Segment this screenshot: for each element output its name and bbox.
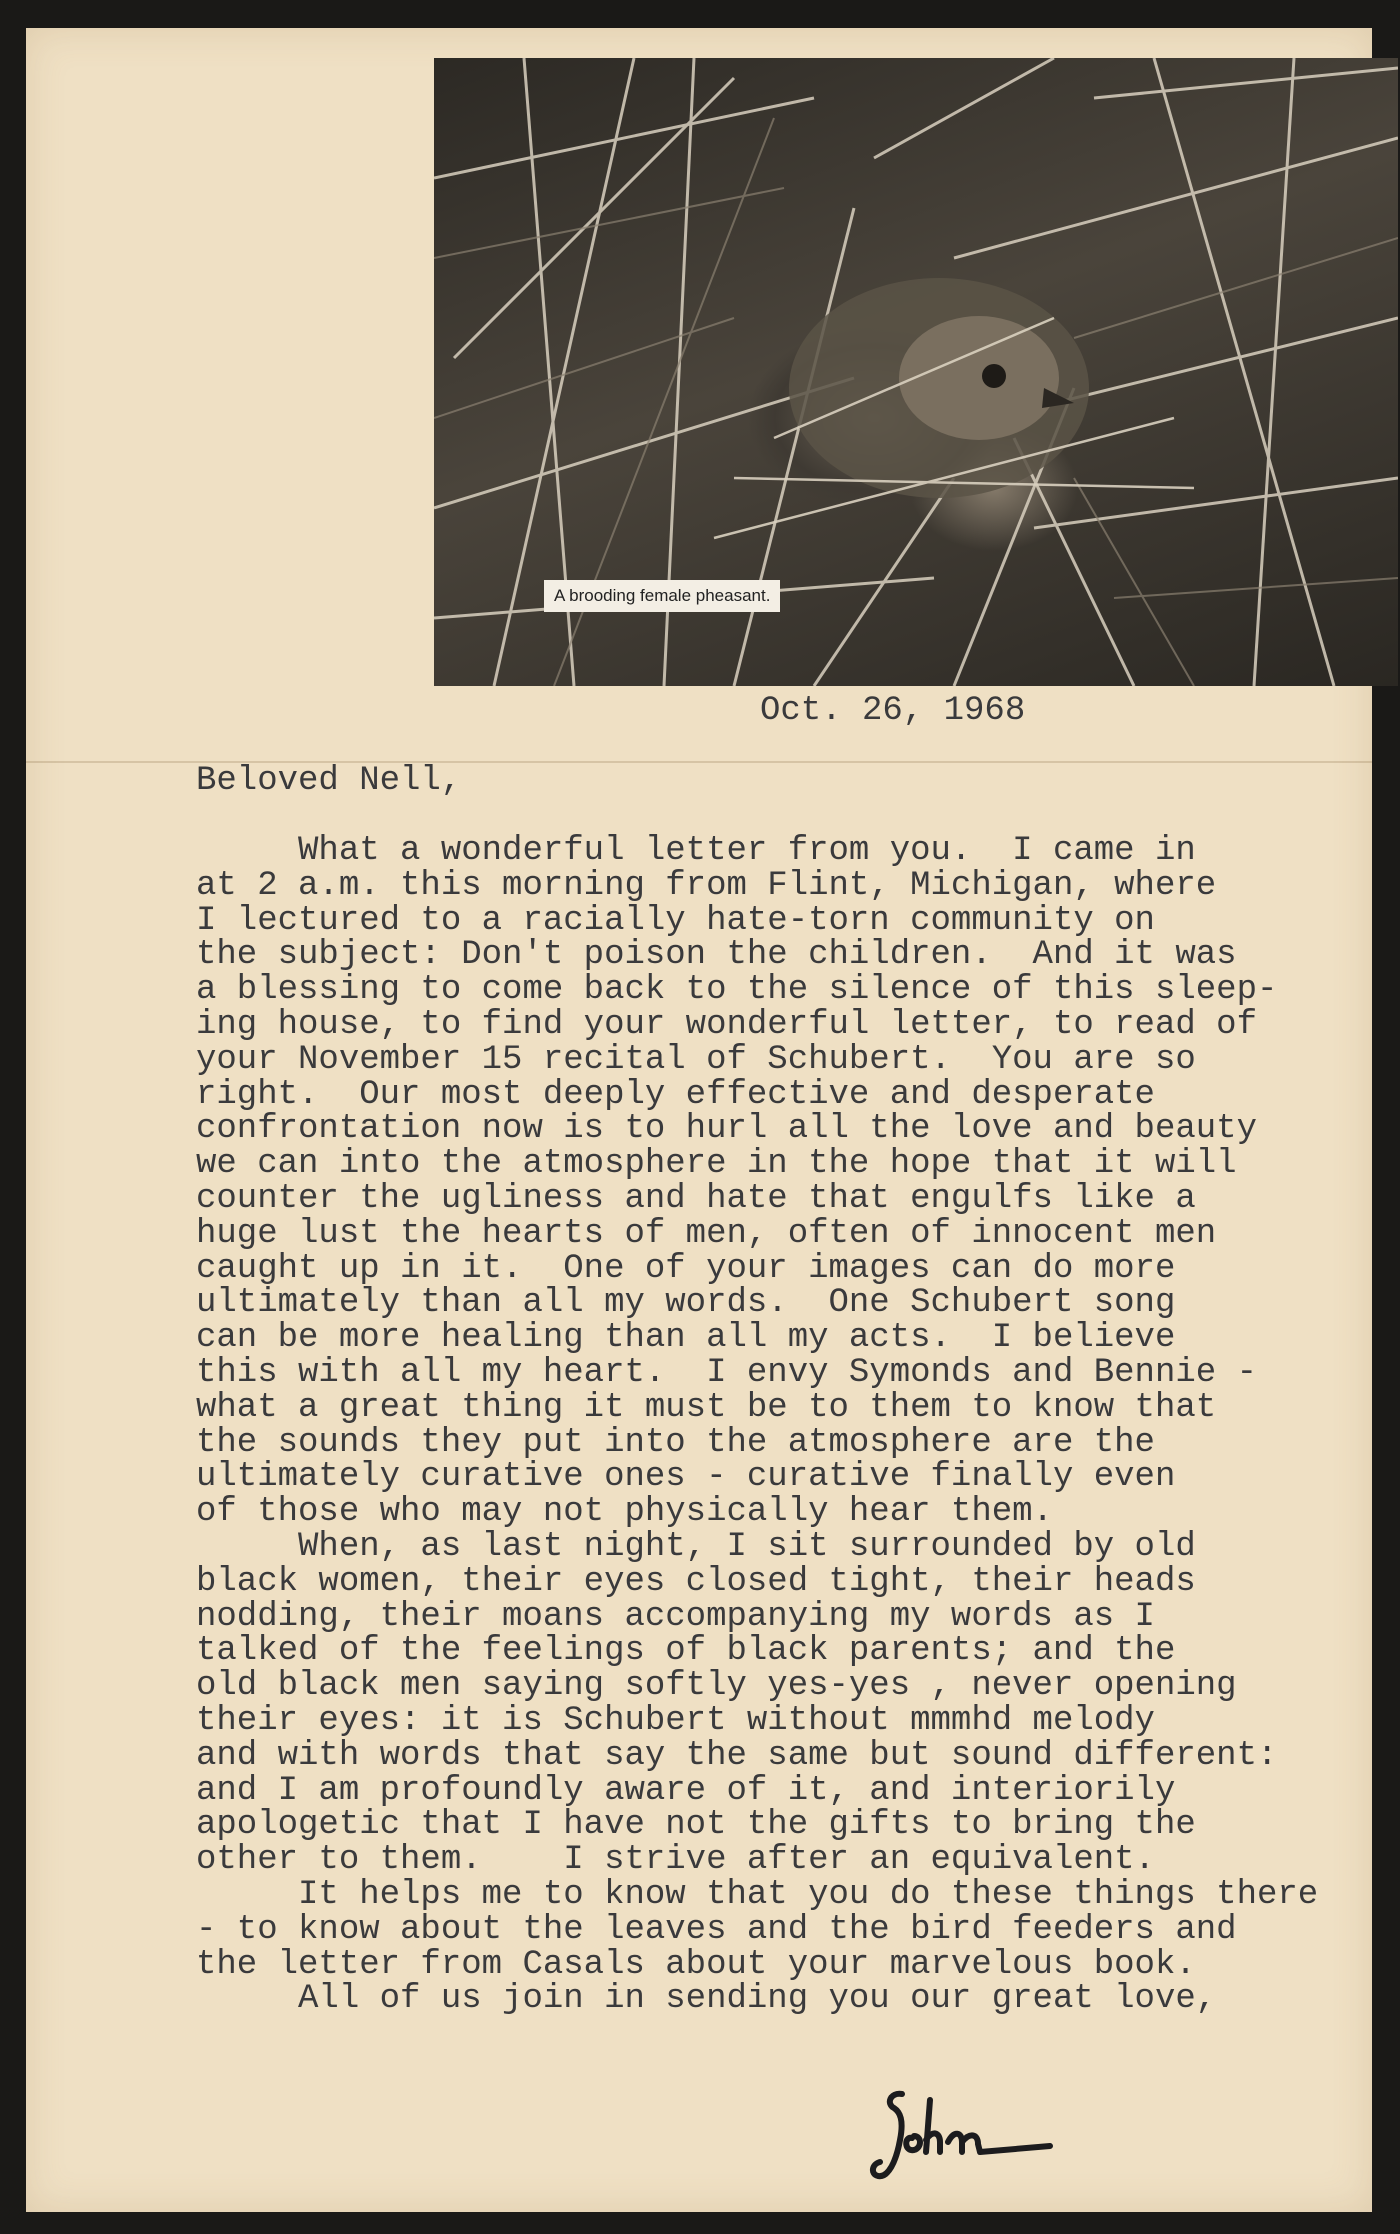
body-line: of those who may not physically hear them. <box>196 1493 1053 1532</box>
body-line: their eyes: it is Schubert without mmmhd melody <box>196 1701 1155 1740</box>
handwritten-signature <box>860 2080 1060 2195</box>
body-line: and I am profoundly aware of it, and interiorily <box>196 1771 1176 1810</box>
body-line: ultimately curative ones - curative finally even <box>196 1458 1176 1497</box>
body-line: black women, their eyes closed tight, their heads <box>196 1562 1196 1601</box>
letter-body <box>196 834 1318 2017</box>
body-line: the letter from Casals about your marvelous book. <box>196 1945 1196 1984</box>
body-line: ultimately than all my words. One Schubert song <box>196 1284 1176 1323</box>
body-line: the sounds they put into the atmosphere are the <box>196 1423 1155 1462</box>
body-line: old black men saying softly yes-yes , never opening <box>196 1667 1237 1706</box>
body-line: other to them. I strive after an equivalent. <box>196 1841 1155 1880</box>
body-line: All of us join in sending you our great love, <box>196 1980 1217 2019</box>
body-line: What a wonderful letter from you. I came in <box>196 832 1196 870</box>
body-line: and with words that say the same but sound different: <box>196 1736 1278 1775</box>
body-line: this with all my heart. I envy Symonds and Bennie - <box>196 1353 1257 1392</box>
salutation: Beloved Nell, <box>196 762 462 800</box>
letter-date: Oct. 26, 1968 <box>760 692 1026 730</box>
body-line: nodding, their moans accompanying my words as I <box>196 1597 1155 1636</box>
body-line: a blessing to come back to the silence of this sleep- <box>196 971 1278 1010</box>
body-line: the subject: Don't poison the children. And it was <box>196 936 1237 975</box>
body-line: what a great thing it must be to them to know that <box>196 1388 1217 1427</box>
body-line: I lectured to a racially hate-torn community on <box>196 901 1155 940</box>
body-line: confrontation now is to hurl all the love and beauty <box>196 1110 1257 1149</box>
photo-caption: A brooding female pheasant. <box>544 580 780 612</box>
body-line: at 2 a.m. this morning from Flint, Michigan, where <box>196 866 1217 905</box>
body-line: - to know about the leaves and the bird feeders and <box>196 1910 1237 1949</box>
body-line: counter the ugliness and hate that engulfs like a <box>196 1179 1196 1218</box>
body-line: can be more healing than all my acts. I believe <box>196 1319 1176 1358</box>
body-line: When, as last night, I sit surrounded by old <box>196 1527 1196 1566</box>
body-line: huge lust the hearts of men, often of innocent men <box>196 1214 1217 1253</box>
body-line: talked of the feelings of black parents; and the <box>196 1632 1176 1671</box>
body-line: right. Our most deeply effective and desperate <box>196 1075 1155 1114</box>
signature-icon <box>860 2080 1060 2190</box>
body-line: we can into the atmosphere in the hope that it will <box>196 1145 1237 1184</box>
pheasant-photo <box>434 58 1398 686</box>
body-line: caught up in it. One of your images can do more <box>196 1249 1176 1288</box>
body-line: It helps me to know that you do these things there <box>196 1875 1319 1914</box>
body-line: your November 15 recital of Schubert. You are so <box>196 1040 1196 1079</box>
body-line: apologetic that I have not the gifts to bring the <box>196 1806 1196 1845</box>
body-line: ing house, to find your wonderful letter, to read of <box>196 1005 1257 1044</box>
